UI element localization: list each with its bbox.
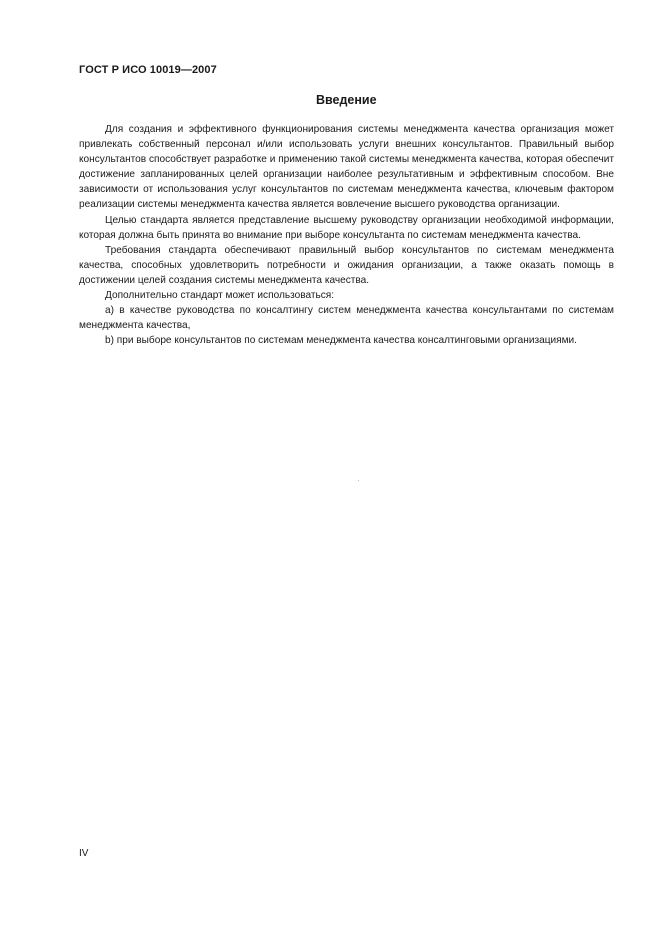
paragraph-requirements: Требования стандарта обеспечивают правильный выбор консультантов по системам менеджмента качества, способных удовлетворить потребности и ожидания организации, а также оказать помощь в достижении целей создания системы менеджмента качества. — [79, 244, 614, 286]
scan-speck — [358, 480, 359, 481]
list-item-b: b) при выборе консультантов по системам менеджмента качества консалтинговыми организациями. — [105, 335, 577, 347]
body-text — [79, 122, 614, 348]
paragraph-additional-use: Дополнительно стандарт может использоваться: — [105, 290, 335, 302]
page-number: IV — [79, 848, 89, 859]
paragraph-intro: Для создания и эффективного функционирования системы менеджмента качества организация может привлекать собственный персонал и/или использовать услуги внешних консультантов. Правильный выбор консультантов способствует разработке и применению такой системы менеджмента качества, которая обеспечит достижение запланированных целей организации наиболее результативным и эффективным способом. Вне зависимости от использования услуг консультантов по системам менеджмента качества, ключевым фактором реализации системы менеджмента качества является вовлечение высшего руководства организации. — [79, 124, 614, 211]
list-item-a: a) в качестве руководства по консалтингу систем менеджмента качества консультантами по системам менеджмента качества, — [79, 305, 614, 332]
document-code-header: ГОСТ Р ИСО 10019—2007 — [79, 64, 217, 76]
paragraph-purpose: Целью стандарта является представление высшему руководству организации необходимой информации, которая должна быть принята во внимание при выборе консультанта по системам менеджмента качества. — [79, 214, 614, 241]
section-title: Введение — [316, 93, 377, 107]
